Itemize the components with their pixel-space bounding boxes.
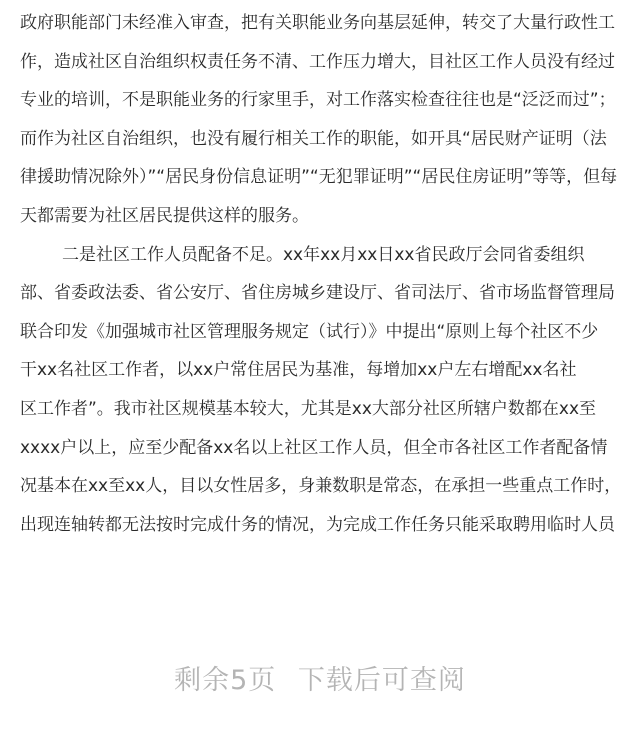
document-body [20,0,624,544]
text-line: 部、省委政法委、省公安厅、省住房城乡建设厅、省司法厅、省市场监督管理局 [20,283,615,304]
text-line: 天都需要为社区居民提供这样的服务。 [20,205,309,226]
text-line: 作，造成社区自治组织权责任务不清、工作压力增大，目社区工作人员没有经过 [20,51,615,72]
text-line: 而作为社区自治组织，也没有履行相关工作的职能，如开具“居民财产证明（法 [20,128,607,149]
paragraph-start-line: 二是社区工作人员配备不足。xx年xx月xx日xx省民政厅会同省委组织 [62,244,585,265]
text-line: 联合印发《加强城市社区管理服务规定（试行）》中提出“原则上每个社区不少 [20,321,599,342]
text-line: 律援助情况除外）”“居民身份信息证明”“无犯罪证明”“居民住房证明”等等，但每 [20,167,618,188]
text-line: 专业的培训，不是职能业务的行家里手，对工作落实检查往往也是“泛泛而过”； [20,90,616,111]
text-line: 政府职能部门未经准入审查，把有关职能业务向基层延伸，转交了大量行政性工 [20,13,615,33]
text-line: 干xx名社区工作者，以xx户常住居民为基准，每增加xx户左右增配xx名社 [20,360,577,381]
text-line: 出现连轴转都无法按时完成什务的情况，为完成工作任务只能采取聘用临时人员 [20,514,615,535]
text-line: 况基本在xx至xx人，目以女性居多，身兼数职是常态，在承担一些重点工作时， [20,476,622,497]
remaining-pages-notice[interactable]: 剩余5页 下载后可查阅 [174,665,466,696]
text-line: 区工作者”。我市社区规模基本较大，尤其是xx大部分社区所辖户数都在xx至 [20,398,597,419]
text-line: xxxx户以上，应至少配备xx名以上社区工作人员，但全市各社区工作者配备情 [20,437,608,458]
